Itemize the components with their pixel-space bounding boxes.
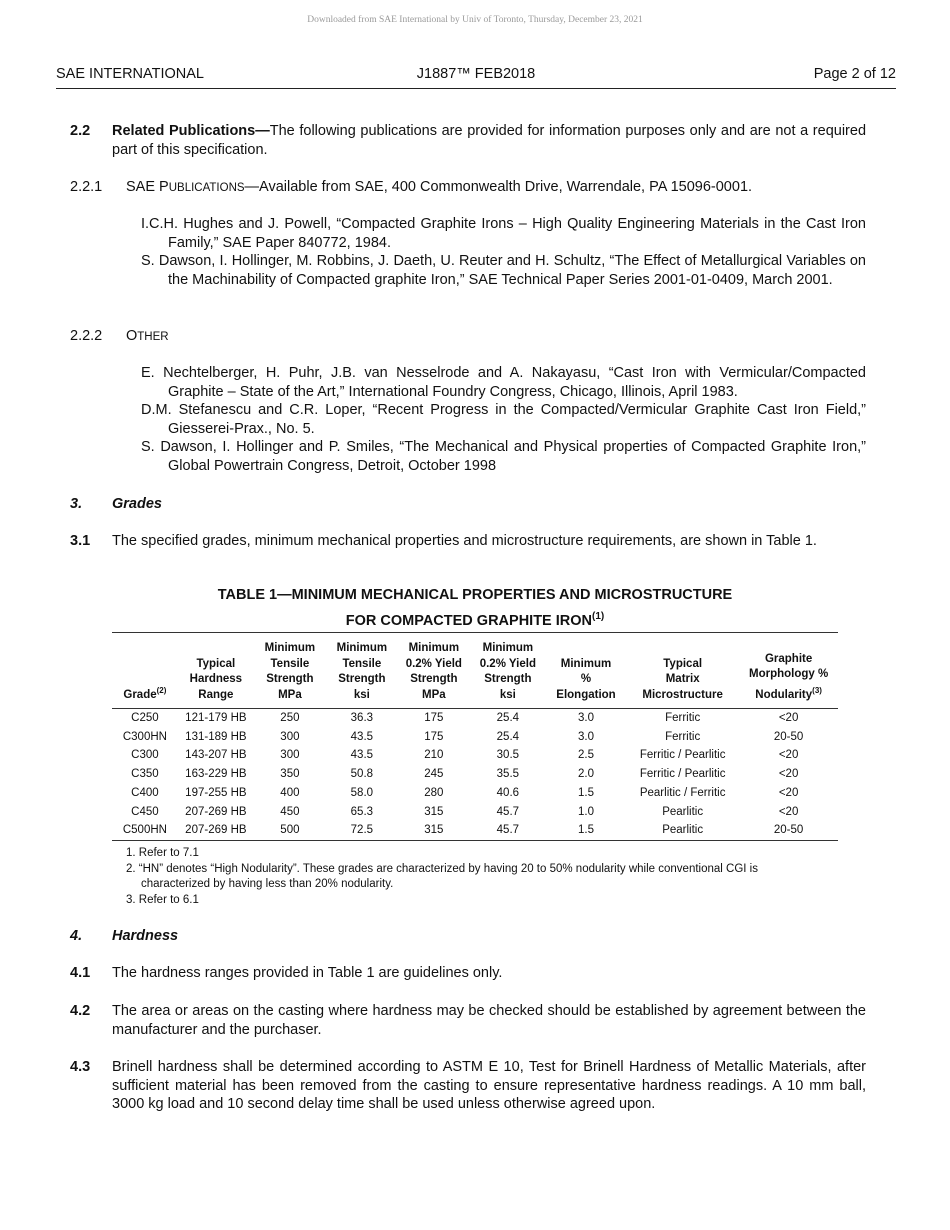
reference-item: I.C.H. Hughes and J. Powell, “Compacted Graphite Irons – High Quality Engineering Materials in the Cast Iron Family,” SAE Paper 840772, 1984.: [141, 216, 866, 251]
table-cell: 25.4: [496, 712, 520, 724]
table-cell: 25.4: [496, 730, 520, 743]
table-cell: C300HN: [122, 730, 167, 743]
table-cell: 300: [280, 749, 300, 762]
table-cell: 315: [424, 805, 444, 818]
column-header: Typical Hardness Range: [189, 657, 243, 701]
table-cell: 20-50: [773, 730, 804, 743]
section-title: Related Publications—: [112, 123, 270, 139]
table-cell: 400: [280, 786, 300, 799]
table-cell: 3.0: [578, 712, 594, 724]
section-text: —Available from SAE, 400 Commonwealth Drive, Warrendale, PA 15096-0001.: [244, 179, 753, 195]
table-notes: [126, 846, 826, 908]
table-cell: 315: [424, 824, 444, 837]
table-body: [112, 709, 838, 841]
section-number: 3.: [70, 496, 83, 512]
table-cell: 1.0: [578, 805, 594, 818]
table-cell: Ferritic / Pearlitic: [639, 768, 726, 781]
running-header: [56, 66, 896, 89]
table-row: [112, 784, 838, 803]
section-number: 4.1: [70, 965, 91, 981]
header-publisher: SAE INTERNATIONAL: [56, 66, 204, 82]
table-cell: 43.5: [350, 749, 374, 762]
table-cell: Pearlitic / Ferritic: [639, 786, 726, 799]
table-cell: 207-269 HB: [185, 824, 247, 837]
table-cell: 175: [424, 730, 444, 743]
section-number: 2.2.1: [70, 179, 103, 195]
table-cell: 43.5: [350, 730, 374, 743]
table-cell: C400: [131, 786, 159, 799]
section-number: 4.: [70, 928, 83, 944]
footnote-ref: (2): [156, 685, 167, 695]
table-cell: 350: [280, 768, 300, 781]
table-row: [112, 765, 838, 784]
reference-item: S. Dawson, I. Hollinger and P. Smiles, “The Mechanical and Physical properties of Compacted Graphite Iron,” Global Powertrain Congress, Detroit, October 1998: [141, 439, 866, 474]
table-cell: 20-50: [773, 824, 804, 837]
table-cell: 3.0: [578, 730, 594, 743]
table-cell: 245: [424, 768, 444, 781]
table-cell: 2.5: [578, 749, 594, 762]
section-number: 2.2.2: [70, 328, 103, 344]
section-title: Grades: [112, 496, 162, 512]
footnote-ref: (3): [812, 685, 822, 695]
table-title-line: TABLE 1—MINIMUM MECHANICAL PROPERTIES AND MICROSTRUCTURE: [217, 587, 733, 603]
section-text: The hardness ranges provided in Table 1 are guidelines only.: [112, 965, 503, 981]
table-cell: 450: [280, 805, 300, 818]
table-cell: 207-269 HB: [185, 805, 247, 818]
table-cell: <20: [778, 768, 799, 781]
reference-item: E. Nechtelberger, H. Puhr, J.B. van Nesselrode and A. Nakayasu, “Cast Iron with Vermicular/Compacted Graphite – State of the Art,” International Foundry Congress, Chicago, Illinois, April 1983.: [141, 365, 866, 400]
table-cell: 131-189 HB: [185, 730, 247, 743]
footnote-ref: (1): [592, 611, 605, 622]
table-title: [112, 585, 838, 632]
table-cell: 30.5: [496, 749, 520, 762]
table-note: 2. “HN” denotes “High Nodularity”. These grades are characterized by having 20 to 50% nodularity while conventional CGI is characterized by having less than 20% nodularity.: [126, 862, 758, 890]
section-number: 3.1: [70, 533, 91, 549]
header-document-id: J1887™ FEB2018: [416, 66, 536, 82]
column-header: Minimum 0.2% Yield Strength ksi: [479, 642, 536, 701]
section-text: The area or areas on the casting where hardness may be checked should be established by agreement between the manufacturer and the purchaser.: [112, 1003, 866, 1038]
table-cell: 500: [280, 824, 300, 837]
table-cell: 36.3: [350, 712, 374, 724]
table-cell: 250: [280, 712, 300, 724]
table-cell: 197-255 HB: [185, 786, 247, 799]
table-cell: Pearlitic: [662, 805, 704, 818]
table-cell: 65.3: [350, 805, 374, 818]
section-title-smallcaps: THER: [137, 331, 169, 343]
table-cell: C450: [131, 805, 159, 818]
section-text: The following publications are provided for information purposes only and are not a required part of this specification.: [112, 123, 867, 158]
section-number: 2.2: [70, 123, 91, 139]
table-title-line: FOR COMPACTED GRAPHITE IRON$^{(1)}$: [345, 611, 605, 629]
table-cell: 40.6: [496, 786, 520, 799]
table-cell: 300: [280, 730, 300, 743]
table-row: [112, 709, 838, 728]
section-text: Brinell hardness shall be determined according to ASTM E 10, Test for Brinell Hardness of Metallic Materials, after sufficient material has been removed from the casting to ensure representative hardness readings. A 10 mm ball, 3000 kg load and 10 second delay time shall be used unless otherwise agreed upon.: [112, 1059, 866, 1112]
table-cell: 1.5: [578, 786, 594, 799]
section-title-smallcaps: UBLICATIONS: [168, 182, 245, 194]
table-row: [112, 821, 838, 840]
table-cell: Pearlitic: [662, 824, 704, 837]
section-title: Hardness: [112, 928, 179, 944]
section-paragraph: [112, 122, 866, 159]
section-title: [126, 327, 866, 347]
table-cell: 45.7: [496, 805, 520, 818]
table-cell: Ferritic: [665, 730, 701, 743]
table-cell: 210: [424, 749, 444, 762]
table-cell: C350: [131, 768, 159, 781]
table-cell: <20: [778, 712, 799, 724]
section-title-initial: SAE P: [126, 179, 169, 195]
reference-item: D.M. Stefanescu and C.R. Loper, “Recent Progress in the Compacted/Vermicular Graphite Cast Iron Field,” Giesserei-Prax., No. 5.: [141, 402, 866, 437]
table-cell: 50.8: [350, 768, 374, 781]
section-title-initial: O: [126, 328, 138, 344]
table-cell: 280: [424, 786, 444, 799]
table-cell: 1.5: [578, 824, 594, 837]
table-cell: 175: [424, 712, 444, 724]
mechanical-properties-table: [112, 632, 838, 841]
table-cell: Ferritic: [665, 712, 701, 724]
table-cell: 143-207 HB: [185, 749, 247, 762]
table-cell: 2.0: [578, 768, 594, 781]
column-header: Minimum Tensile Strength MPa: [264, 642, 316, 701]
reference-item: S. Dawson, I. Hollinger, M. Robbins, J. Daeth, U. Reuter and H. Schultz, “The Effect of Metallurgical Variables on the Machinability of Compacted graphite Iron,” SAE Technical Paper Series 2001-01-0409, March 2001.: [141, 253, 866, 288]
section-number: 4.3: [70, 1059, 91, 1075]
table-row: [112, 728, 838, 747]
column-header: Grade$^{(2)}$: [123, 685, 167, 701]
table-cell: 121-179 HB: [185, 712, 247, 724]
table-cell: 72.5: [350, 824, 374, 837]
table-note: 1. Refer to 7.1: [126, 847, 199, 859]
table-cell: <20: [778, 805, 799, 818]
table-cell: Ferritic / Pearlitic: [639, 749, 726, 762]
table-note: 3. Refer to 6.1: [126, 893, 199, 906]
column-header: Minimum % Elongation: [556, 657, 616, 701]
table-cell: C500HN: [122, 824, 167, 837]
table-cell: 163-229 HB: [185, 768, 247, 781]
table-row: [112, 803, 838, 822]
table-cell: <20: [778, 786, 799, 799]
table-cell: 58.0: [350, 786, 374, 799]
table-cell: C250: [131, 712, 159, 724]
section-number: 4.2: [70, 1003, 91, 1019]
column-header: Typical Matrix Microstructure: [642, 657, 723, 701]
download-watermark: Downloaded from SAE International by Univ of Toronto, Thursday, December 23, 2021: [307, 15, 643, 25]
other-publications-list: [141, 364, 866, 475]
table-header-row: [112, 633, 838, 709]
column-header: Minimum Tensile Strength ksi: [336, 642, 388, 701]
column-header: Minimum 0.2% Yield Strength MPa: [405, 642, 462, 701]
table-cell: C300: [131, 749, 159, 762]
table-cell: 35.5: [496, 768, 520, 781]
table-row: [112, 746, 838, 765]
section-text: The specified grades, minimum mechanical properties and microstructure requirements, are shown in Table 1.: [112, 533, 817, 549]
table-cell: <20: [778, 749, 799, 762]
section-paragraph: [126, 178, 866, 198]
sae-publications-list: [141, 215, 866, 289]
column-header: Graphite Morphology % Nodularity$^{(3)}$: [749, 652, 829, 701]
table-cell: 45.7: [496, 824, 520, 837]
header-page-number: Page 2 of 12: [813, 66, 896, 82]
